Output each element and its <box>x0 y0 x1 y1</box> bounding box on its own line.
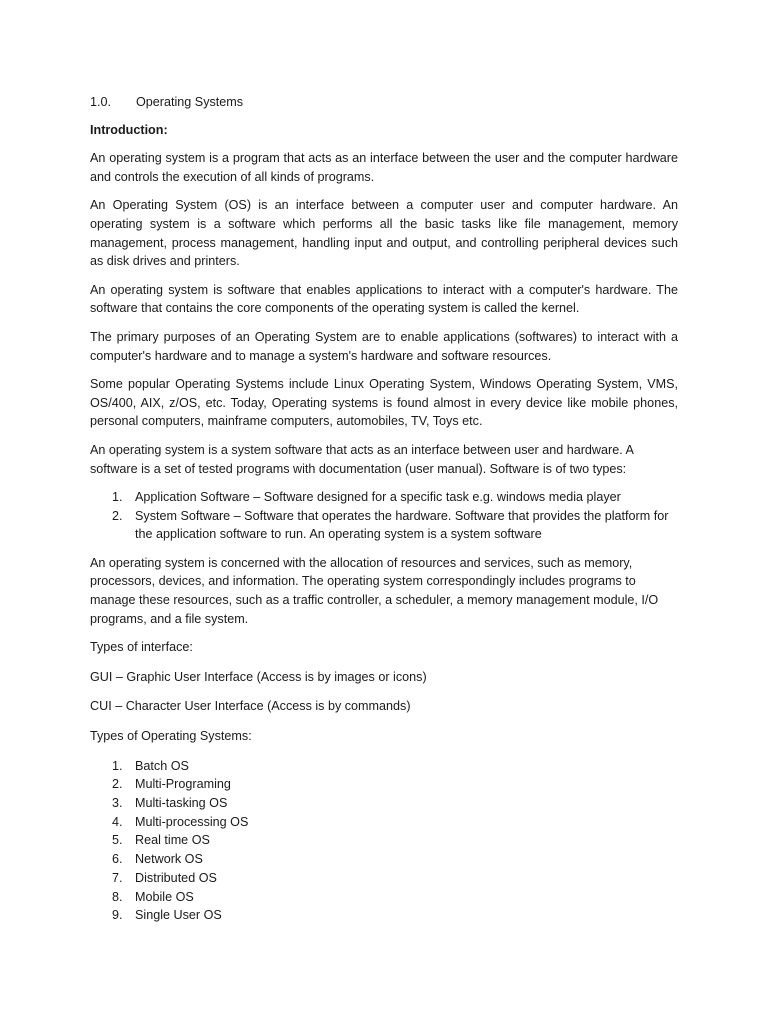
paragraph-6: An operating system is a system software that acts as an interface between user and hardware. A software is a set of tested programs with documentation (user manual). Software is of two types: <box>90 442 634 476</box>
list-number: 9. <box>112 908 123 923</box>
list-number: 8. <box>112 889 123 904</box>
list-text: Distributed OS <box>135 870 217 885</box>
list-item <box>90 850 678 869</box>
paragraph-3: An operating system is software that enables applications to interact with a computer's hardware. The software that contains the core components of the operating system is called the kernel. <box>90 282 678 316</box>
os-types-label: Types of Operating Systems: <box>90 729 252 744</box>
list-item <box>90 869 678 888</box>
paragraph-5: Some popular Operating Systems include Linux Operating System, Windows Operating System, VMS, OS/400, AIX, z/OS, etc. Today, Operating systems is found almost in every device like mobile phones, personal computers, mainframe computers, automobiles, TV, Toys etc. <box>90 377 678 429</box>
list-number: 2. <box>112 777 123 792</box>
list-item <box>90 906 678 925</box>
list-number: 1. <box>112 490 123 505</box>
cui-line: CUI – Character User Interface (Access is by commands) <box>90 699 411 714</box>
list-text: Mobile OS <box>135 889 194 904</box>
list-number: 3. <box>112 796 123 811</box>
list-item <box>90 794 678 813</box>
list-text: Application Software – Software designed for a specific task e.g. windows media player <box>135 490 621 505</box>
software-types-list <box>90 488 678 544</box>
section-title: Operating Systems <box>136 95 244 109</box>
list-item <box>90 813 678 832</box>
gui-line: GUI – Graphic User Interface (Access is by images or icons) <box>90 669 427 684</box>
paragraph-1: An operating system is a program that acts as an interface between the user and the computer hardware and controls the execution of all kinds of programs. <box>90 151 678 184</box>
list-text: Single User OS <box>135 908 222 923</box>
document-body <box>90 93 678 935</box>
list-number: 1. <box>112 758 123 773</box>
list-item <box>90 888 678 907</box>
list-number: 6. <box>112 852 123 867</box>
list-item <box>90 831 678 850</box>
paragraph-2: An Operating System (OS) is an interface between a computer user and computer hardware. An operating system is a software which performs all the basic tasks like file management, memory management, process management, handling input and output, and controlling peripheral devices such as disk drives and printers. <box>90 198 678 269</box>
list-number: 2. <box>112 508 123 523</box>
list-item <box>90 757 678 776</box>
introduction-label: Introduction: <box>90 122 168 137</box>
resources-paragraph: An operating system is concerned with the allocation of resources and services, such as memory, processors, devices, and information. The operating system correspondingly includes programs to manage these resources, such as a traffic controller, a scheduler, a memory management module, I/O programs, and a file system. <box>90 555 659 626</box>
list-text: Multi-tasking OS <box>135 796 228 811</box>
list-text: Network OS <box>135 852 203 867</box>
list-item <box>90 507 678 544</box>
interface-types-label: Types of interface: <box>90 640 193 655</box>
list-item <box>90 775 678 794</box>
paragraph-4: The primary purposes of an Operating System are to enable applications (softwares) to interact with a computer's hardware and to manage a system's hardware and software resources. <box>90 329 678 363</box>
list-number: 4. <box>112 814 123 829</box>
list-text: Multi-processing OS <box>135 814 249 829</box>
os-types-list <box>90 757 678 925</box>
list-number: 7. <box>112 870 123 885</box>
section-number: 1.0. <box>90 95 112 109</box>
list-text: Batch OS <box>135 758 189 773</box>
list-text: System Software – Software that operates the hardware. Software that provides the platform for the application software to run. An operating system is a system software <box>135 508 669 542</box>
section-heading <box>90 93 678 112</box>
list-number: 5. <box>112 833 123 848</box>
list-item <box>90 488 678 507</box>
list-text: Real time OS <box>135 833 210 848</box>
list-text: Multi-Programing <box>135 777 231 792</box>
